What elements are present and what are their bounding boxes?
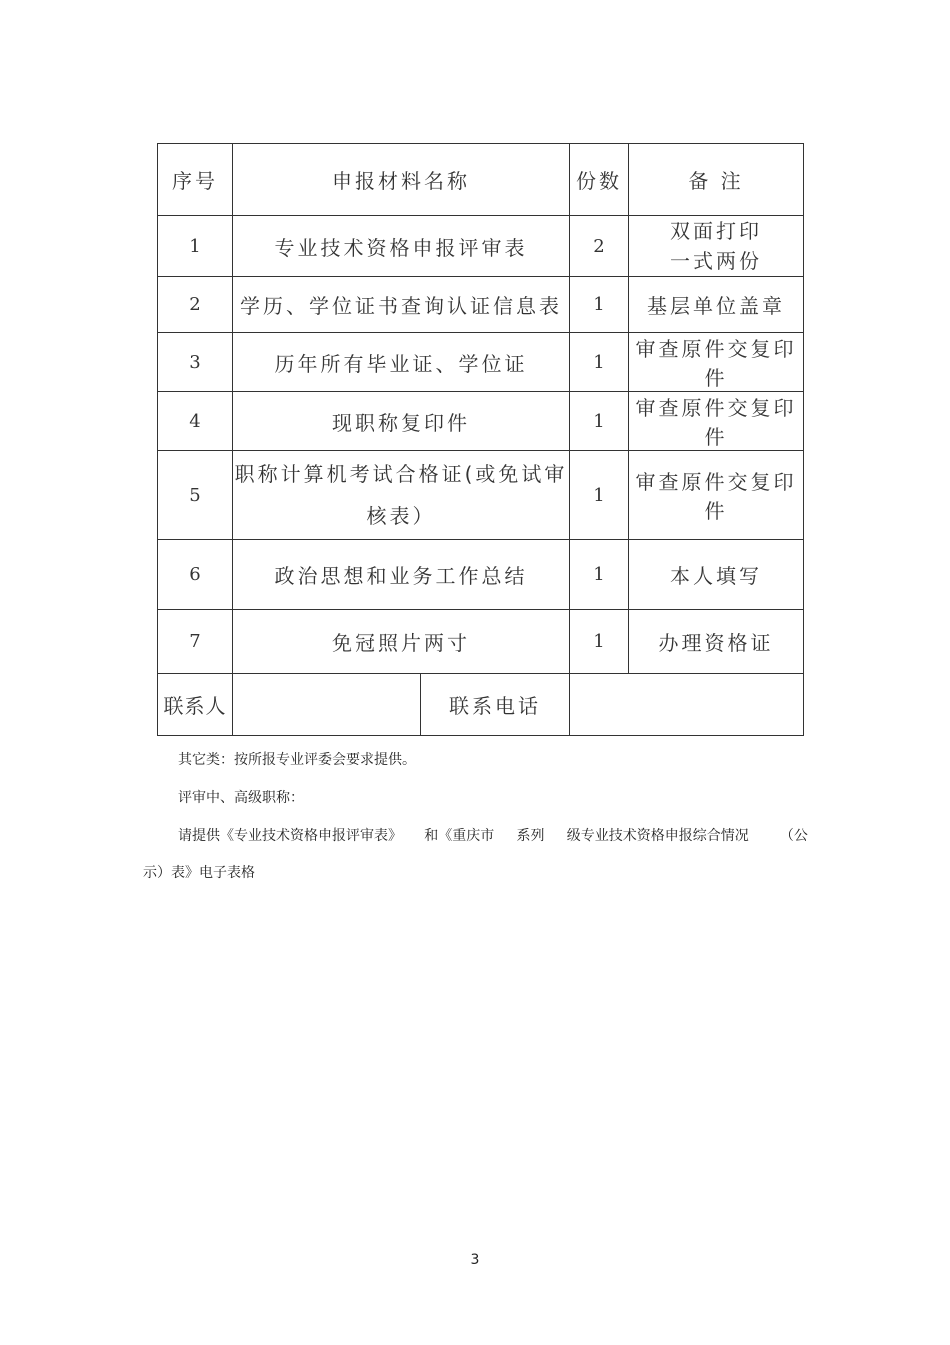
- table-row: [158, 392, 804, 451]
- note-request-line1: 请提供《专业技术资格申报评审表》 和《重庆市 系列 级专业技术资格申报综合情况 （公: [178, 828, 808, 844]
- row-no: 2: [158, 277, 233, 333]
- row-name-line2: 核表）: [366, 504, 436, 528]
- header-name: 申报材料名称: [233, 144, 570, 216]
- row-no: 1: [158, 216, 233, 277]
- row-remark: 基层单位盖章: [629, 277, 804, 333]
- materials-table: [157, 143, 804, 736]
- row-no: 3: [158, 333, 233, 392]
- row-name: 专业技术资格申报评审表: [233, 216, 570, 277]
- row-no: 7: [158, 610, 233, 674]
- header-count: 份数: [570, 144, 629, 216]
- note-request-line2: 示）表》电子表格: [143, 865, 255, 881]
- table-header-row: [158, 144, 804, 216]
- page-number: 3: [470, 1252, 480, 1268]
- contact-label: 联系人: [158, 674, 233, 736]
- contact-value-cell: [233, 674, 421, 736]
- phone-label: 联系电话: [421, 674, 570, 736]
- row-no: 6: [158, 540, 233, 610]
- row-count: 1: [570, 392, 629, 451]
- table-row: [158, 216, 804, 277]
- table-row: [158, 277, 804, 333]
- row-remark: 本人填写: [629, 540, 804, 610]
- row-remark: 办理资格证: [629, 610, 804, 674]
- row-count: 1: [570, 277, 629, 333]
- table-row: [158, 610, 804, 674]
- row-name: 政治思想和业务工作总结: [233, 540, 570, 610]
- table-row: [158, 540, 804, 610]
- table-row: [158, 451, 804, 540]
- note-other: 其它类：按所报专业评委会要求提供。: [178, 752, 416, 768]
- row-remark: 审查原件交复印件: [629, 333, 804, 392]
- header-remark: 备 注: [629, 144, 804, 216]
- header-no: 序号: [158, 144, 233, 216]
- table-row: [158, 333, 804, 392]
- row-count: 1: [570, 451, 629, 540]
- row-remark-line2: 一式两份: [670, 249, 762, 273]
- row-count: 1: [570, 610, 629, 674]
- row-no: 5: [158, 451, 233, 540]
- row-name: 免冠照片两寸: [233, 610, 570, 674]
- row-remark-line1: 双面打印: [670, 219, 762, 243]
- row-remark: [629, 216, 804, 277]
- row-remark: 审查原件交复印件: [629, 392, 804, 451]
- row-no: 4: [158, 392, 233, 451]
- row-remark: 审查原件交复印件: [629, 451, 804, 540]
- row-name: 学历、学位证书查询认证信息表: [233, 277, 570, 333]
- row-count: 2: [570, 216, 629, 277]
- row-name: 现职称复印件: [233, 392, 570, 451]
- row-count: 1: [570, 333, 629, 392]
- row-name: [233, 451, 570, 540]
- row-name: 历年所有毕业证、学位证: [233, 333, 570, 392]
- phone-value-cell: [570, 674, 804, 736]
- row-name-line1: 职称计算机考试合格证(或免试审: [234, 462, 568, 486]
- contact-row: [158, 674, 804, 736]
- note-senior-title: 评审中、高级职称：: [178, 790, 304, 806]
- row-count: 1: [570, 540, 629, 610]
